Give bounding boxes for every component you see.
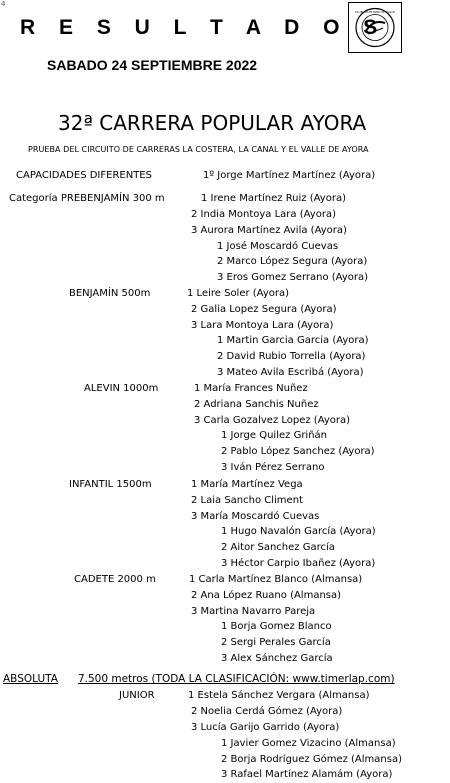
result-entry: 3 Martina Navarro Pareja: [191, 606, 316, 617]
result-entry: 2 India Montoya Lara (Ayora): [191, 209, 336, 220]
category-label: CADETE 2000 m: [74, 574, 156, 585]
result-entry: 3 Carla Gozalvez Lopez (Ayora): [194, 415, 351, 426]
result-entry: 3 Héctor Carpio Ibañez (Ayora): [221, 558, 376, 569]
absoluta-heading: [3, 673, 395, 685]
result-entry: 2 Pablo López Sanchez (Ayora): [221, 446, 375, 457]
result-entry: 3 Eros Gomez Serrano (Ayora): [217, 272, 368, 283]
result-entry: 1 Borja Gomez Blanco: [221, 621, 332, 632]
result-entry: 2 Aitor Sanchez García: [221, 542, 335, 553]
result-entry: 3 Lucía Garijo Garrido (Ayora): [191, 722, 340, 733]
result-entry: 2 Marco López Segura (Ayora): [217, 256, 368, 267]
result-entry: 3 Alex Sánchez García: [221, 653, 333, 664]
classification-link[interactable]: 7.500 metros (TODA LA CLASIFICACIÓN: www.timerlap.com): [77, 673, 395, 685]
svg-text:CLUB ATLETISMO EL VALLE: CLUB ATLETISMO EL VALLE: [354, 10, 396, 14]
category-label: JUNIOR: [119, 690, 155, 701]
absoluta-label: ABSOLUTA: [3, 673, 58, 685]
result-entry: 2 Sergi Perales García: [221, 637, 331, 648]
result-entry: 1º Jorge Martínez Martínez (Ayora): [203, 170, 376, 181]
category-label: Categoría PREBENJAMÍN 300 m: [9, 193, 165, 204]
result-entry: 1 Leire Soler (Ayora): [187, 288, 290, 299]
result-entry: 1 Hugo Navalón García (Ayora): [221, 526, 376, 537]
result-entry: 2 Adriana Sanchis Nuñez: [194, 399, 319, 410]
result-entry: 3 Rafael Martínez Alamám (Ayora): [221, 769, 393, 780]
result-entry: 2 Ana López Ruano (Almansa): [191, 590, 342, 601]
result-entry: 1 Martin Garcia Garcia (Ayora): [217, 335, 369, 346]
result-entry: 1 José Moscardó Cuevas: [217, 241, 339, 252]
result-entry: 2 Galia Lopez Segura (Ayora): [191, 304, 337, 315]
result-entry: 3 Lara Montoya Lara (Ayora): [191, 320, 334, 331]
result-entry: 1 María Martínez Vega: [191, 479, 303, 490]
result-entry: 1 Irene Martínez Ruiz (Ayora): [201, 193, 346, 204]
race-subtitle: PRUEBA DEL CIRCUITO DE CARRERAS LA COSTERA, LA CANAL Y EL VALLE DE AYORA: [28, 145, 369, 154]
category-label: INFANTIL 1500m: [69, 479, 152, 490]
result-entry: 3 Iván Pérez Serrano: [221, 462, 325, 473]
result-entry: 3 Aurora Martínez Avila (Ayora): [191, 225, 347, 236]
result-entry: 3 María Moscardó Cuevas: [191, 511, 320, 522]
result-entry: 2 Noelia Cerdá Gómez (Ayora): [191, 706, 343, 717]
page-number: 4: [1, 0, 6, 8]
race-title: 32ª CARRERA POPULAR AYORA: [58, 111, 367, 135]
club-logo: [348, 2, 402, 53]
result-entry: 1 Estela Sánchez Vergara (Almansa): [188, 690, 370, 701]
category-label: CAPACIDADES DIFERENTES: [16, 170, 152, 181]
result-entry: 1 Carla Martínez Blanco (Almansa): [189, 574, 363, 585]
category-label: ALEVIN 1000m: [84, 383, 159, 394]
result-entry: 2 Borja Rodríguez Gómez (Almansa): [221, 754, 402, 765]
category-label: BENJAMÍN 500m: [69, 288, 151, 299]
event-date: SABADO 24 SEPTIEMBRE 2022: [47, 57, 258, 73]
result-entry: 1 María Frances Nuñez: [194, 383, 308, 394]
page-title: R E S U L T A D O S: [20, 16, 387, 39]
result-entry: 1 Jorge Quilez Griñán: [221, 430, 328, 441]
result-entry: 1 Javier Gomez Vizacino (Almansa): [221, 738, 396, 749]
result-entry: 2 David Rubio Torrella (Ayora): [217, 351, 366, 362]
result-entry: 2 Laia Sancho Climent: [191, 495, 303, 506]
result-entry: 3 Mateo Avila Escribá (Ayora): [217, 367, 364, 378]
